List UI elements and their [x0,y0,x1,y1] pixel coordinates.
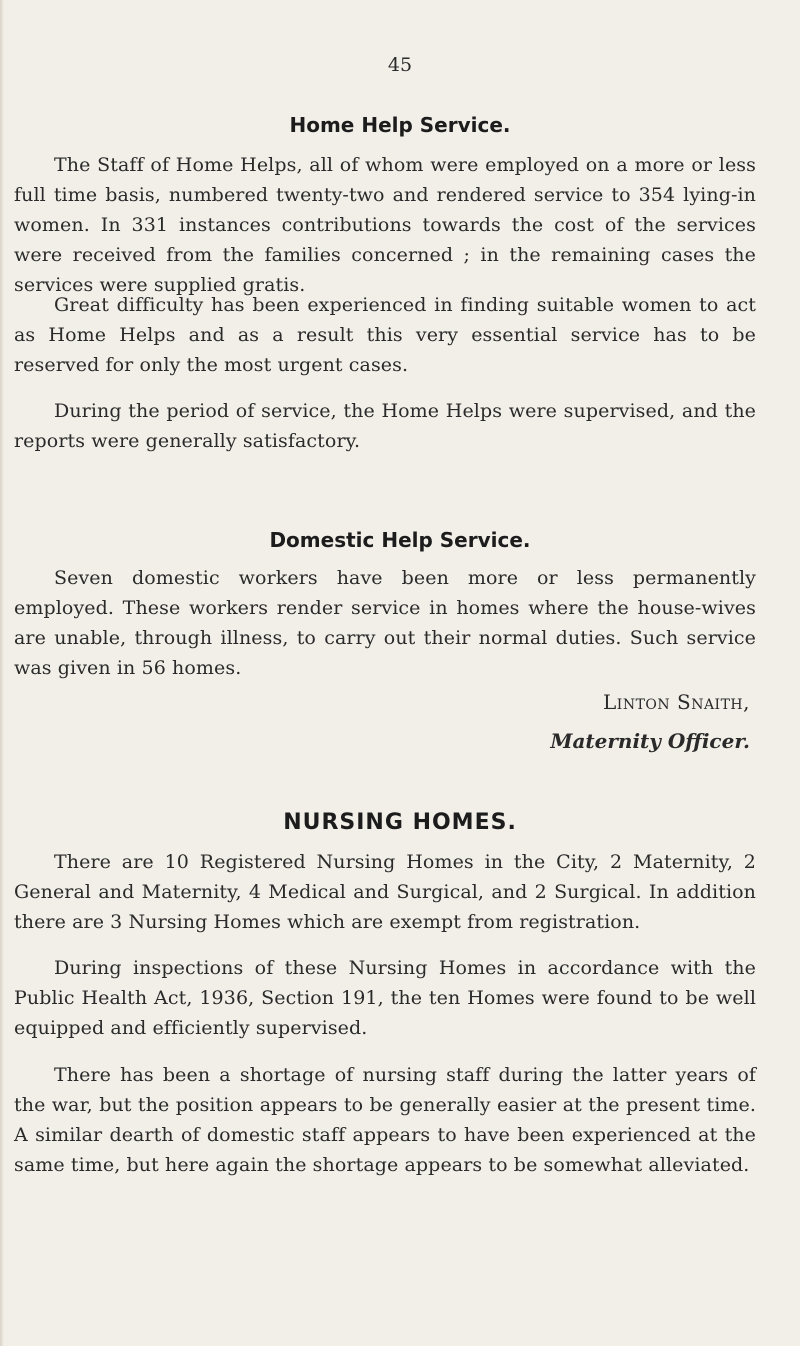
nursing-homes-paragraph-3: There has been a shortage of nursing staff during the latter years of the war, but the position appears to be generally easier at the present time. A similar dearth of domestic staff appears to have been experienced at the same time, but here again the shortage appears to be somewhat alleviated. [14,1064,756,1176]
nursing-homes-paragraph-2: During inspections of these Nursing Homes in accordance with the Public Health Act, 1936, Section 191, the ten Homes were found to be well equipped and efficiently supervised. [14,957,756,1039]
home-help-paragraph-2: Great difficulty has been experienced in finding suitable women to act as Home Helps and as a result this very essential service has to be reserved for only the most urgent cases. [14,294,756,376]
home-help-heading: Home Help Service. [289,113,511,137]
signature-name: Linton Snaith, [603,690,750,714]
home-help-paragraph-3: During the period of service, the Home Helps were supervised, and the reports were generally satisfactory. [14,400,756,452]
page-number: 45 [387,54,413,76]
nursing-homes-paragraph-1: There are 10 Registered Nursing Homes in the City, 2 Maternity, 2 General and Maternity, 4 Medical and Surgical, and 2 Surgical. In addition there are 3 Nursing Homes which are exempt from registration. [14,851,756,933]
signature-title: Maternity Officer. [550,729,750,753]
page-edge-shadow [0,0,4,1346]
nursing-homes-heading: NURSING HOMES. [283,810,517,835]
home-help-paragraph-1: The Staff of Home Helps, all of whom were employed on a more or less full time basis, numbered twenty-two and rendered service to 354 lying-in women. In 331 instances contributions towards the cost of the services were received from the families concerned ; in the remaining cases the services were supplied gratis. [14,154,756,296]
domestic-help-paragraph-1: Seven domestic workers have been more or less permanently employed. These workers render service in homes where the house-wives are unable, through illness, to carry out their normal duties. Such service was given in 56 homes. [14,567,756,679]
domestic-help-heading: Domestic Help Service. [269,528,531,552]
